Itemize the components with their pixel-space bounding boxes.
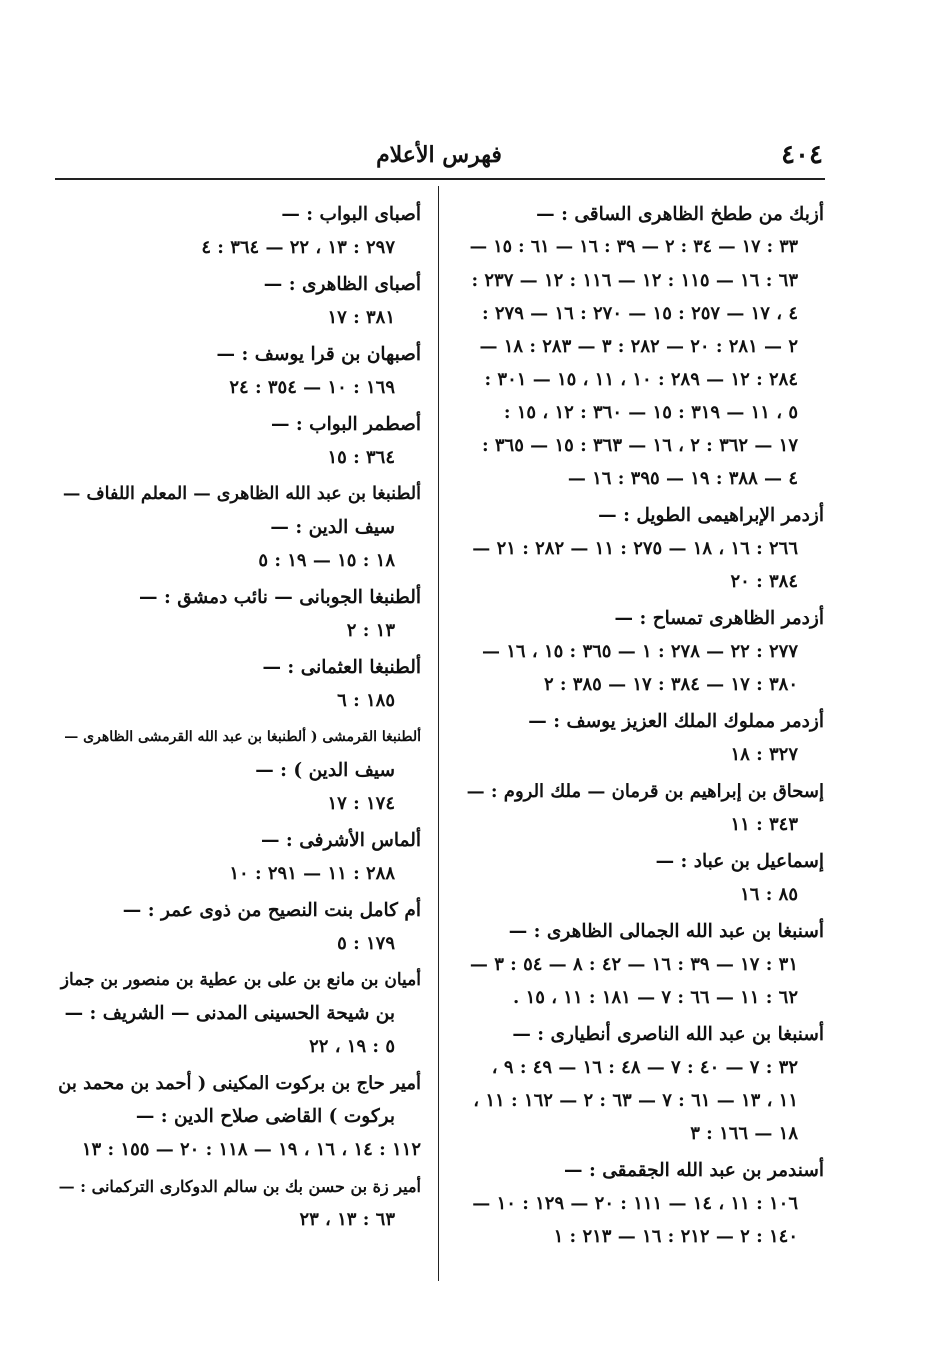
index-entry bbox=[55, 198, 421, 264]
entry-name: أصباى الظاهرى : — bbox=[263, 274, 421, 295]
index-entry bbox=[55, 581, 421, 647]
entry-refs: ١٠٦ : ١١ ، ١٤ — ١١١ : ٢٠ — ١٢٩ : ١٠ — bbox=[472, 1193, 798, 1214]
entry-name: ألطنبغا بن عبد الله الظاهرى — المعلم اللفاف — bbox=[62, 484, 421, 504]
entry-refs: ٢ — ٢٨١ : ٢٠ — ٢٨٢ : ٣ — ٢٨٣ : ١٨ — bbox=[479, 336, 798, 357]
entry-name: إسماعيل بن عباد : — bbox=[655, 851, 824, 872]
entry-name: أمير زة بن حسن بك بن سالم الدوكارى التركمانى : — bbox=[58, 1177, 421, 1196]
entry-refs: ١٧٩ : ٥ bbox=[337, 933, 395, 954]
index-entry bbox=[55, 894, 421, 960]
entry-refs: ٦٢ : ١١ — ٦٦ : ٧ — ١٨١ : ١١ ، ١٥ . bbox=[513, 987, 798, 1008]
entry-name-continuation: سيف الدين : — bbox=[270, 517, 395, 538]
entry-refs: ٤ — ٣٨٨ : ١٩ — ٣٩٥ : ١٦ — bbox=[567, 468, 798, 489]
entry-refs: ٢٩٧ : ١٣ ، ٢٢ — ٣٦٤ : ٤ bbox=[201, 237, 395, 258]
entry-refs: ٣٨٤ : ٢٠ bbox=[730, 571, 798, 592]
index-entry bbox=[462, 499, 824, 598]
page-number: ٤٠٤ bbox=[781, 140, 823, 170]
page-header bbox=[55, 140, 823, 176]
entry-refs: ١٧٤ : ١٧ bbox=[327, 793, 395, 814]
index-entry bbox=[55, 721, 421, 820]
left-column bbox=[55, 198, 421, 1240]
page-title: فهرس الأعلام bbox=[376, 142, 502, 168]
entry-name: أصطمر البواب : — bbox=[270, 414, 421, 435]
entry-refs: ٣٦٤ : ١٥ bbox=[327, 447, 395, 468]
entry-refs: ٣٤٣ : ١١ bbox=[730, 814, 798, 835]
entry-name: أصبهان بن قرا يوسف : — bbox=[216, 344, 421, 365]
index-entry bbox=[55, 268, 421, 334]
entry-refs: ٣٣ : ١٧ — ٣٤ : ٢ — ٣٩ : ١٦ — ٦١ : ١٥ — bbox=[469, 237, 798, 257]
entry-refs: ٥ : ١٩ ، ٢٢ bbox=[309, 1036, 395, 1057]
index-entry bbox=[55, 478, 421, 577]
entry-refs: ٨٥ : ١٦ bbox=[740, 884, 798, 905]
entry-name: أزدمر الإبراهيمى الطويل : — bbox=[598, 505, 824, 526]
entry-refs: ١١ ، ١٣ — ٦١ : ٧ — ٦٣ : ٢ — ١٦٢ : ١١ ، bbox=[473, 1090, 798, 1111]
entry-name: أمير حاج بن بركوت المكينى ( أحمد بن محمد بن bbox=[58, 1073, 421, 1094]
entry-name: ألماس الأشرفى : — bbox=[260, 830, 421, 851]
entry-name: أسنبغا بن عبد الله الجمالى الظاهرى : — bbox=[508, 921, 824, 942]
index-entry bbox=[55, 1170, 421, 1236]
entry-name: أزبك من ططخ الظاهرى الساقى : — bbox=[536, 204, 824, 225]
column-divider bbox=[438, 186, 439, 1281]
entry-name: ألطنبغا القرمشى ( ألطنبغا بن عبد الله القرمشى الظاهرى — bbox=[64, 729, 421, 745]
entry-refs: ١٨٥ : ٦ bbox=[337, 690, 395, 711]
index-entry bbox=[462, 1154, 824, 1253]
entry-name: أزدمر الظاهرى تمساح : — bbox=[614, 608, 824, 629]
entry-name: أميان بن مانع بن على بن عطية بن منصور بن جماز bbox=[60, 970, 421, 990]
entry-name: أصباى البواب : — bbox=[281, 204, 421, 225]
entry-refs: ٣٨٠ : ١٧ — ٣٨٤ : ١٧ — ٣٨٥ : ٢ bbox=[543, 674, 798, 695]
entry-name: إسحاق بن إبراهيم بن قرمان — ملك الروم : — bbox=[466, 781, 824, 802]
index-entry bbox=[462, 705, 824, 771]
entry-refs: ١٦٩ : ١٠ — ٣٥٤ : ٢٤ bbox=[229, 377, 395, 398]
entry-name: ألطنبغا الجوبانى — نائب دمشق : — bbox=[139, 587, 421, 608]
entry-name: أم كامل بنت النصيح من ذوى عمر : — bbox=[122, 900, 421, 921]
index-entry bbox=[462, 915, 824, 1014]
entry-refs: ٢٧٧ : ٢٢ — ٢٧٨ : ١ — ٣٦٥ : ١٥ ، ١٦ — bbox=[481, 641, 798, 662]
entry-refs: ٦٣ : ١٣ ، ٢٣ bbox=[299, 1209, 395, 1230]
entry-refs: ٣١ : ١٧ — ٣٩ : ١٦ — ٤٢ : ٨ — ٥٤ : ٣ — bbox=[469, 954, 798, 975]
right-column bbox=[462, 198, 824, 1257]
entry-name-continuation: سيف الدين ) : — bbox=[255, 760, 395, 781]
entry-refs: ١١٢ : ١٤ ، ١٦ ، ١٩ — ١١٨ : ٢٠ — ١٥٥ : ١٣ bbox=[81, 1139, 421, 1160]
index-entry bbox=[462, 845, 824, 911]
entry-refs: ٣٨١ : ١٧ bbox=[327, 307, 395, 328]
entry-name: أسنبغا بن عبد الله الناصرى أنطيارى : — bbox=[512, 1024, 824, 1045]
index-entry bbox=[462, 1018, 824, 1150]
index-entry bbox=[55, 338, 421, 404]
entry-refs: ١٨ : ١٥ — ١٩ : ٥ bbox=[258, 550, 395, 571]
entry-refs: ٤ ، ١٧ — ٢٥٧ : ١٥ — ٢٧٠ : ١٦ — ٢٧٩ : bbox=[481, 303, 798, 324]
entry-name-continuation: بن شيحة الحسينى المدنى — الشريف : — bbox=[64, 1003, 395, 1024]
entry-name-continuation: بركوت ) القاضى صلاح الدين : — bbox=[135, 1106, 395, 1127]
entry-name: ألطنبغا العثمانى : — bbox=[262, 657, 421, 678]
entry-refs: ١٤٠ : ٢ — ٢١٢ : ١٦ — ٢١٣ : ١ bbox=[553, 1226, 798, 1247]
index-entry bbox=[55, 964, 421, 1063]
entry-refs: ٣٢ : ٧ — ٤٠ : ٧ — ٤٨ : ١٦ — ٤٩ : ٩ ، bbox=[491, 1057, 798, 1078]
header-rule bbox=[55, 178, 825, 180]
entry-name: أسندمر بن عبد الله الجقمقى : — bbox=[564, 1160, 824, 1181]
entry-refs: ١٧ — ٣٦٢ : ٢ ، ١٦ — ٣٦٣ : ١٥ — ٣٦٥ : bbox=[481, 435, 798, 456]
entry-refs: ٢٦٦ : ١٦ ، ١٨ — ٢٧٥ : ١١ — ٢٨٢ : ٢١ — bbox=[472, 538, 798, 559]
index-entry bbox=[55, 651, 421, 717]
entry-refs: ٦٣ : ١٦ — ١١٥ : ١٢ — ١١٦ : ١٢ — ٢٣٧ : bbox=[471, 270, 798, 291]
entry-refs: ٥ ، ١١ — ٣١٩ : ١٥ — ٣٦٠ : ١٢ ، ١٥ : bbox=[503, 402, 798, 423]
entry-refs: ١٨ — ١٦٦ : ٣ bbox=[690, 1123, 798, 1144]
entry-name: أزدمر مملوك الملك العزيز يوسف : — bbox=[528, 711, 824, 732]
entry-refs: ١٣ : ٢ bbox=[346, 620, 395, 641]
entry-refs: ٢٨٨ : ١١ — ٢٩١ : ١٠ bbox=[229, 863, 395, 884]
index-entry bbox=[55, 824, 421, 890]
index-entry bbox=[462, 198, 824, 495]
entry-refs: ٢٨٤ : ١٢ — ٢٨٩ : ١٠ ، ١١ ، ١٥ — ٣٠١ : bbox=[484, 369, 798, 390]
index-entry bbox=[462, 775, 824, 841]
index-entry bbox=[55, 408, 421, 474]
index-entry bbox=[462, 602, 824, 701]
index-entry bbox=[55, 1067, 421, 1166]
entry-refs: ٣٢٧ : ١٨ bbox=[730, 744, 798, 765]
